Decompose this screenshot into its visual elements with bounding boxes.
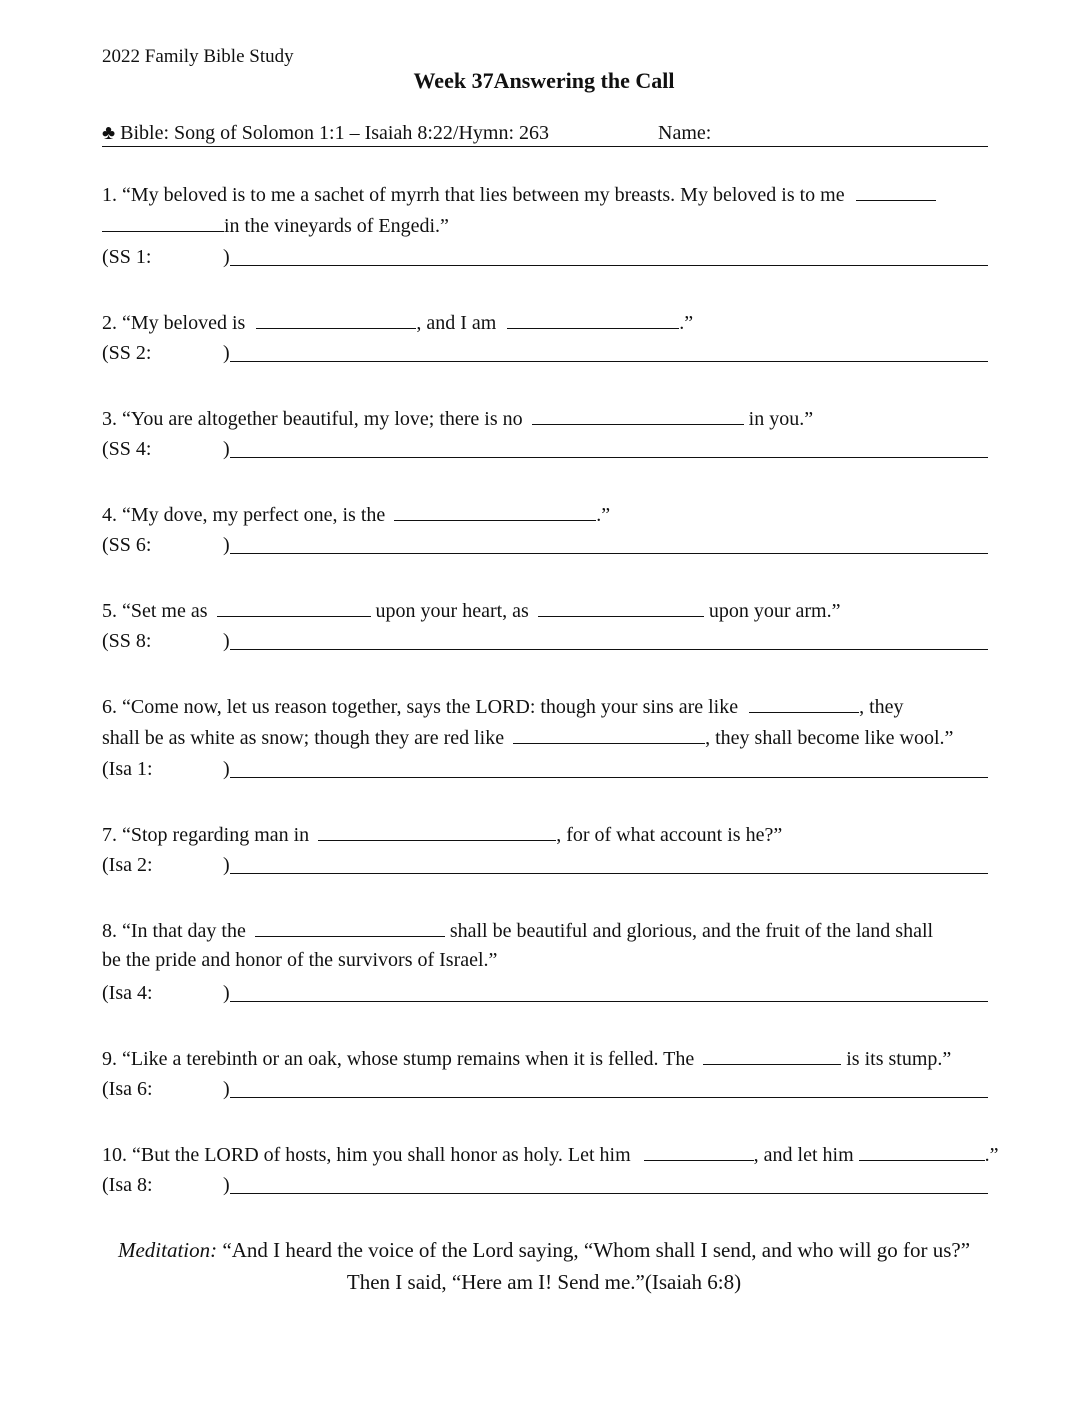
reference-label: (Isa 8: [102,1174,153,1196]
info-row [102,122,988,147]
question-text: .” [596,504,611,526]
reference-paren: ) [223,630,230,652]
answer-blank[interactable] [538,598,704,617]
question-text: is its stump.” [846,1048,952,1070]
reference-label: (Isa 6: [102,1078,153,1100]
question-text: upon your heart, as [375,600,529,622]
question-text: , and I am [416,312,497,334]
reference-paren: ) [223,854,230,876]
question-text: , they shall become like wool.” [705,727,954,749]
question-10-line-1 [102,1142,999,1167]
answer-blank[interactable] [255,918,445,937]
answer-blank[interactable] [318,822,556,841]
question-text: in the vineyards of Engedi.” [224,215,449,237]
question-text: 1. “My beloved is to me a sachet of myrrh that lies between my breasts. My beloved is to me [102,184,845,206]
question-text: , and let him [753,1144,854,1166]
answer-blank[interactable] [513,725,705,744]
question-text: 7. “Stop regarding man in [102,824,310,846]
question-8-line-1 [102,918,933,943]
reference-paren: ) [223,758,230,780]
reference-paren: ) [223,1174,230,1196]
reference-label: (SS 8: [102,630,152,652]
reference-label: (Isa 1: [102,758,153,780]
reference-paren: ) [223,246,230,268]
question-text: , they [859,696,904,718]
question-text: in you.” [748,408,814,430]
bible-reading: ♣ Bible: Song of Solomon 1:1 – Isaiah 8:22/Hymn: 263 [102,122,550,144]
question-6-line-2 [102,725,953,750]
question-1-line-1 [102,182,936,207]
question-text: be the pride and honor of the survivors of Israel.” [102,949,498,971]
question-3-line-1 [102,406,813,431]
question-1-line-2 [102,213,449,238]
reference-answer-line[interactable] [230,776,988,778]
answer-blank[interactable] [217,598,371,617]
reference-paren: ) [223,438,230,460]
question-text: shall be as white as snow; though they are red like [102,727,505,749]
reference-label: (SS 1: [102,246,152,268]
reference-label: (SS 4: [102,438,152,460]
question-text: upon your arm.” [708,600,841,622]
answer-blank[interactable] [532,406,744,425]
reference-answer-line[interactable] [230,648,988,650]
question-7-line-1 [102,822,782,847]
question-text: shall be beautiful and glorious, and the fruit of the land shall [449,920,934,942]
question-text: 4. “My dove, my perfect one, is the [102,504,386,526]
question-6-line-1 [102,694,904,719]
page-title: Week 37Answering the Call [413,68,675,93]
answer-blank[interactable] [394,502,596,521]
question-text: .” [679,312,694,334]
reference-answer-line[interactable] [230,456,988,458]
reference-label: (SS 6: [102,534,152,556]
reference-answer-line[interactable] [230,264,988,266]
meditation-block [100,1234,988,1298]
reference-label: (Isa 2: [102,854,153,876]
reference-answer-line[interactable] [230,872,988,874]
question-text: 10. “But the LORD of hosts, him you shall honor as holy. Let him [102,1144,631,1166]
question-text: 8. “In that day the [102,920,246,942]
question-8-line-2 [102,949,497,972]
answer-blank[interactable] [644,1142,754,1161]
name-label: Name: [658,122,712,144]
question-text: .” [984,1144,999,1166]
reference-answer-line[interactable] [230,360,988,362]
question-5-line-1 [102,598,840,623]
reference-paren: ) [223,982,230,1004]
question-text: 5. “Set me as [102,600,208,622]
reference-paren: ) [223,1078,230,1100]
reference-answer-line[interactable] [230,1000,988,1002]
question-text: 2. “My beloved is [102,312,246,334]
reference-label: (Isa 4: [102,982,153,1004]
answer-blank[interactable] [703,1046,841,1065]
answer-blank[interactable] [256,310,416,329]
question-text: 9. “Like a terebinth or an oak, whose stump remains when it is felled. The [102,1048,695,1070]
reference-answer-line[interactable] [230,1096,988,1098]
answer-blank[interactable] [856,182,936,201]
meditation-label: Meditation: [117,1238,218,1262]
study-label: 2022 Family Bible Study [102,46,294,67]
reference-label: (SS 2: [102,342,152,364]
question-text: 3. “You are altogether beautiful, my love; there is no [102,408,523,430]
question-4-line-1 [102,502,610,527]
answer-blank[interactable] [102,213,224,232]
question-text: , for of what account is he?” [556,824,783,846]
reference-paren: ) [223,534,230,556]
reference-answer-line[interactable] [230,1192,988,1194]
answer-blank[interactable] [507,310,679,329]
meditation-text: “And I heard the voice of the Lord saying, “Whom shall I send, and who will go for us?” Then I said, “Here am I! Send me.”(Isaiah 6:8) [222,1238,971,1294]
question-9-line-1 [102,1046,951,1071]
question-text: 6. “Come now, let us reason together, says the LORD: though your sins are like [102,696,739,718]
reference-answer-line[interactable] [230,552,988,554]
answer-blank[interactable] [859,1142,985,1161]
question-2-line-1 [102,310,693,335]
answer-blank[interactable] [749,694,859,713]
reference-paren: ) [223,342,230,364]
